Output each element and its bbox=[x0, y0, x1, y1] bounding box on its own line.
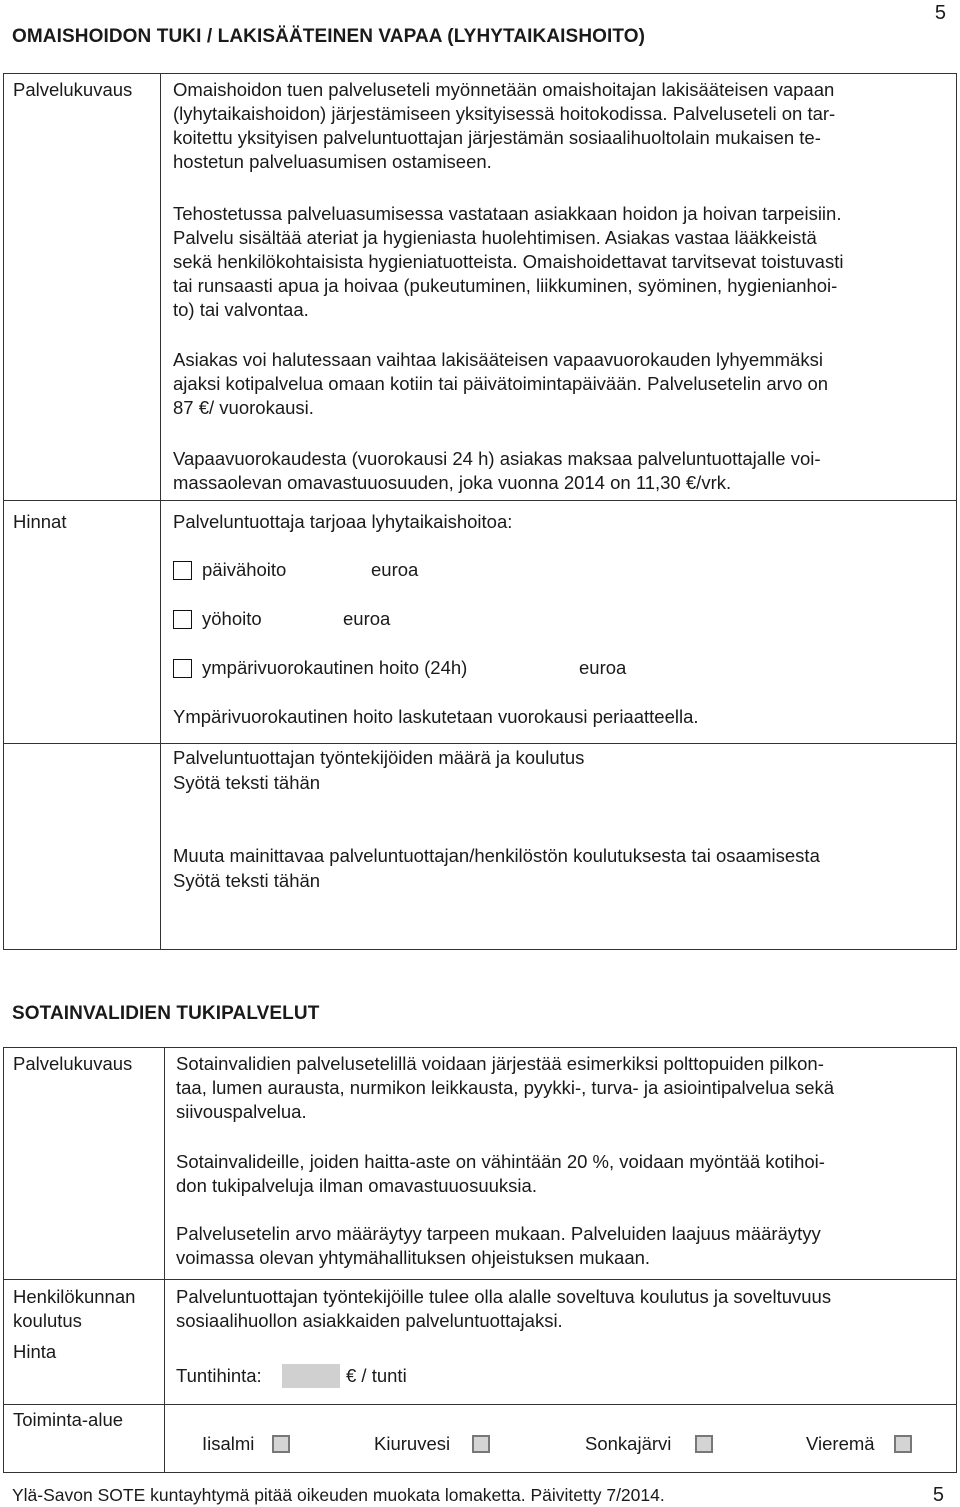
tuntihinta-input[interactable] bbox=[282, 1364, 340, 1388]
label-hinta: Hinta bbox=[13, 1341, 57, 1362]
section-title-omaishoito: OMAISHOIDON TUKI / LAKISÄÄTEINEN VAPAA (LYHYTAIKAISHOITO) bbox=[12, 26, 646, 47]
label-ymparivuorokautinen: ympärivuorokautinen hoito (24h) bbox=[202, 657, 468, 678]
label-palvelukuvaus-2: Palvelukuvaus bbox=[13, 1053, 133, 1074]
checkbox-ymparivuorokautinen[interactable] bbox=[173, 659, 192, 678]
text-henkilokunnan-koulutus: Palveluntuottajan työntekijöille tulee olla alalle soveltuva koulutus ja soveltuvuus sosiaalihuollon asiakkaiden palveluntuottajaksi. bbox=[176, 1286, 832, 1331]
table2-column-divider bbox=[164, 1047, 165, 1473]
table-border-top bbox=[3, 73, 957, 74]
table-column-divider bbox=[160, 73, 161, 950]
checkbox-area-iisalmi[interactable] bbox=[272, 1435, 290, 1453]
label-palvelukuvaus: Palvelukuvaus bbox=[13, 79, 133, 100]
input-other[interactable]: Syötä teksti tähän bbox=[173, 870, 321, 891]
label-area-iisalmi: Iisalmi bbox=[202, 1433, 255, 1454]
label-henkilokunnan-koulutus: Henkilökunnan koulutus bbox=[13, 1286, 136, 1331]
label-toiminta-alue: Toiminta-alue bbox=[13, 1409, 124, 1430]
unit-tuntihinta: € / tunti bbox=[346, 1365, 407, 1386]
label-paivahoito: päivähoito bbox=[202, 559, 287, 580]
checkbox-area-kiuruvesi[interactable] bbox=[472, 1435, 490, 1453]
heading-other: Muuta mainittavaa palveluntuottajan/henkilöstön koulutuksesta tai osaamisesta bbox=[173, 845, 820, 866]
table2-border-right bbox=[956, 1047, 957, 1473]
paragraph-sotainvalidit: Sotainvalidien palvelusetelillä voidaan järjestää esimerkiksi polttopuiden pilkon- taa, lumen aurausta, nurmikon leikkausta, pyykki-, turva- ja asiointipalvelua sekä siivouspalvelua. bbox=[176, 1053, 835, 1122]
section-title-sotainvalidit: SOTAINVALIDIEN TUKIPALVELUT bbox=[12, 1003, 320, 1024]
unit-paivahoito: euroa bbox=[371, 559, 419, 580]
page-number-top: 5 bbox=[934, 2, 946, 24]
table-border-left bbox=[3, 73, 4, 950]
text-laskutus: Ympärivuorokautinen hoito laskutetaan vuorokausi periaatteella. bbox=[173, 706, 699, 727]
paragraph-palveluseteli: Omaishoidon tuen palveluseteli myönnetään omaishoitajan lakisääteisen vapaan (lyhytaikaishoidon) järjestämiseen yksityisessä hoitokodissa. Palveluseteli on tar- koitettu yksityisen palveluntuottajan järjestämän sosiaalihuoltolain mukaisen te- hostetun palveluasumisen ostamiseen. bbox=[173, 79, 836, 172]
row2-divider-1 bbox=[3, 1279, 957, 1280]
table2-border-top bbox=[3, 1047, 957, 1048]
label-area-vierema: Vieremä bbox=[806, 1433, 875, 1454]
table2-border-bottom bbox=[3, 1472, 957, 1473]
row2-divider-2 bbox=[3, 1404, 957, 1405]
paragraph-tehostettu: Tehostetussa palveluasumisessa vastataan asiakkaan hoidon ja hoivan tarpeisiin. Palvelu sisältää ateriat ja hygieniasta huolehtimisen. Asiakas vastaa lääkkeistä sekä henkilökohtaisista hygieniatuotteista. Omaishoidettavat tarvitsevat toistuvasti tai runsaasti apua ja hoivaa (pukeutuminen, liikkuminen, syöminen, hygienianhoi- to) tai valvontaa. bbox=[173, 203, 844, 320]
paragraph-haitta-aste: Sotainvalideille, joiden haitta-aste on vähintään 20 %, voidaan myöntää kotihoi- don tukipalveluja ilman omavastuuosuuksia. bbox=[176, 1151, 825, 1196]
footer-text: Ylä-Savon SOTE kuntayhtymä pitää oikeuden muokata lomaketta. Päivitetty 7/2014. bbox=[12, 1485, 665, 1505]
heading-staff: Palveluntuottajan työntekijöiden määrä ja koulutus bbox=[173, 747, 585, 768]
checkbox-area-sonkajarvi[interactable] bbox=[695, 1435, 713, 1453]
table-border-bottom bbox=[3, 949, 957, 950]
checkbox-paivahoito[interactable] bbox=[173, 561, 192, 580]
checkbox-area-vierema[interactable] bbox=[894, 1435, 912, 1453]
paragraph-vaihtaa: Asiakas voi halutessaan vaihtaa lakisääteisen vapaavuorokauden lyhyemmäksi ajaksi kotipalvelua omaan kotiin tai päivätoimintapäivään. Palvelusetelin arvo on 87 €/ vuorokausi. bbox=[173, 349, 829, 418]
row-divider-hinnat bbox=[3, 743, 957, 744]
paragraph-omavastuu: Vapaavuorokaudesta (vuorokausi 24 h) asiakas maksaa palveluntuottajalle voi- massaolevan omavastuuosuuden, joka vuonna 2014 on 11,30 €/vrk. bbox=[173, 448, 821, 493]
paragraph-arvo: Palvelusetelin arvo määräytyy tarpeen mukaan. Palveluiden laajuus määräytyy voimassa olevan yhtymähallituksen ohjeistuksen mukaan. bbox=[176, 1223, 821, 1268]
table-border-right bbox=[956, 73, 957, 950]
label-area-sonkajarvi: Sonkajärvi bbox=[585, 1433, 672, 1454]
label-tuntihinta: Tuntihinta: bbox=[176, 1365, 262, 1386]
unit-ymparivuorokautinen: euroa bbox=[579, 657, 627, 678]
row-divider-palvelukuvaus bbox=[3, 500, 957, 501]
unit-yohoito: euroa bbox=[343, 608, 391, 629]
table2-border-left bbox=[3, 1047, 4, 1473]
input-staff[interactable]: Syötä teksti tähän bbox=[173, 772, 321, 793]
footer-page-number: 5 bbox=[932, 1484, 944, 1506]
label-hinnat: Hinnat bbox=[13, 511, 67, 532]
checkbox-yohoito[interactable] bbox=[173, 610, 192, 629]
label-yohoito: yöhoito bbox=[202, 608, 262, 629]
text-tarjoaa: Palveluntuottaja tarjoaa lyhytaikaishoitoa: bbox=[173, 511, 513, 532]
label-area-kiuruvesi: Kiuruvesi bbox=[374, 1433, 451, 1454]
